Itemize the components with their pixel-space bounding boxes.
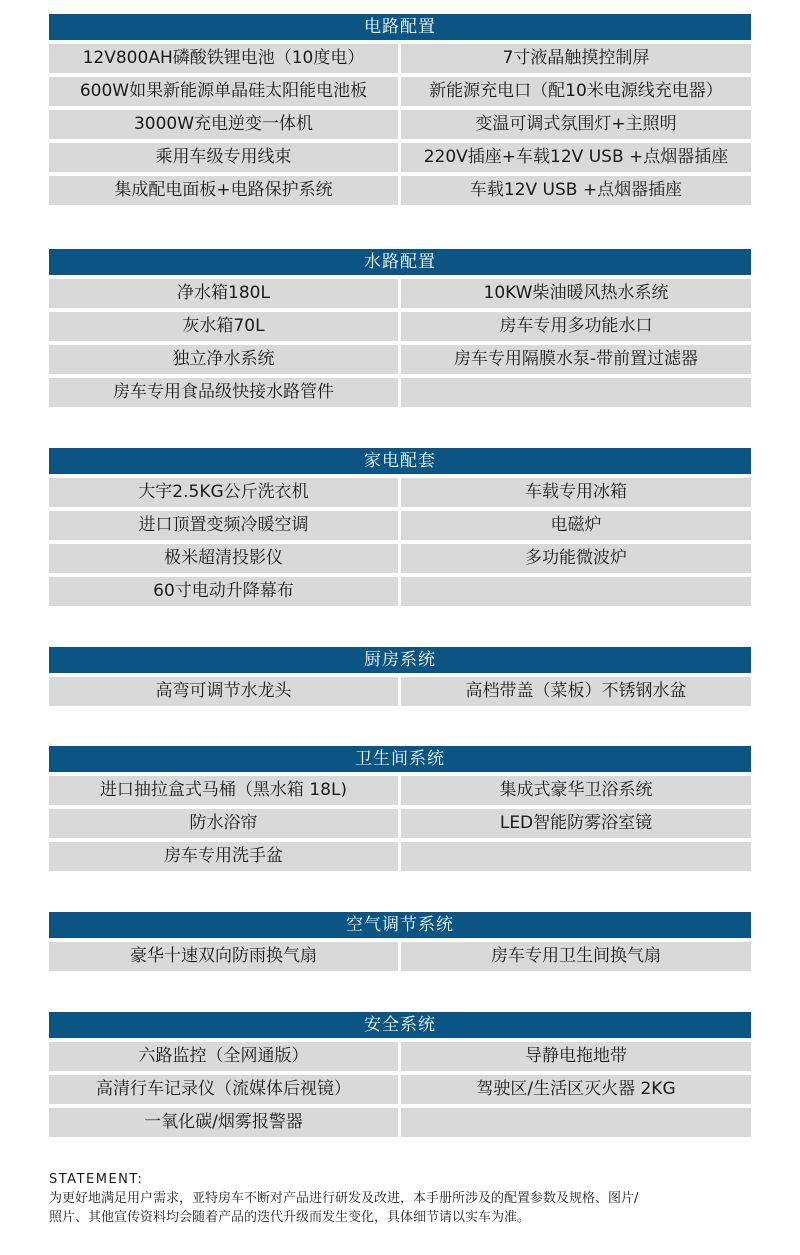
section-appliances bbox=[49, 448, 751, 606]
table-row bbox=[49, 677, 751, 706]
section-kitchen bbox=[49, 647, 751, 706]
section-title: 家电配套 bbox=[49, 448, 751, 474]
statement-title: STATEMENT: bbox=[49, 1172, 144, 1187]
table-cell: 多功能微波炉 bbox=[401, 544, 751, 573]
table-cell: 灰水箱70L bbox=[49, 312, 398, 341]
table-cell: 极米超清投影仪 bbox=[49, 544, 398, 573]
section-water bbox=[49, 249, 751, 407]
table-cell: 3000W充电逆变一体机 bbox=[49, 110, 398, 139]
table-cell: 集成配电面板+电路保护系统 bbox=[49, 176, 398, 205]
table-cell: 独立净水系统 bbox=[49, 345, 398, 374]
table-cell: 高档带盖（菜板）不锈钢水盆 bbox=[401, 677, 751, 706]
table-cell: 车载12V USB +点烟器插座 bbox=[401, 176, 751, 205]
section-title: 空气调节系统 bbox=[49, 912, 751, 938]
section-bathroom bbox=[49, 746, 751, 871]
section-electrical bbox=[49, 14, 751, 205]
table-row bbox=[49, 776, 751, 805]
table-row bbox=[49, 1042, 751, 1071]
table-cell: 变温可调式氛围灯+主照明 bbox=[401, 110, 751, 139]
statement-line: 照片、其他宣传资料均会随着产品的迭代升级而发生变化，具体细节请以实车为准。 bbox=[49, 1210, 531, 1225]
table-cell: 驾驶区/生活区灭火器 2KG bbox=[401, 1075, 751, 1104]
table-cell: 房车专用食品级快接水路管件 bbox=[49, 378, 398, 407]
table-cell: 六路监控（全网通版） bbox=[49, 1042, 398, 1071]
table-cell: 一氧化碳/烟雾报警器 bbox=[49, 1108, 398, 1137]
table-row bbox=[49, 77, 751, 106]
table-row bbox=[49, 544, 751, 573]
table-cell bbox=[401, 577, 751, 606]
table-cell: 电磁炉 bbox=[401, 511, 751, 540]
section-title: 水路配置 bbox=[49, 249, 751, 275]
table-row bbox=[49, 809, 751, 838]
section-title: 安全系统 bbox=[49, 1012, 751, 1038]
statement bbox=[49, 1170, 769, 1227]
table-cell: 车载专用冰箱 bbox=[401, 478, 751, 507]
table-cell: 导静电拖地带 bbox=[401, 1042, 751, 1071]
table-row bbox=[49, 1108, 751, 1137]
table-cell: 集成式豪华卫浴系统 bbox=[401, 776, 751, 805]
table-row bbox=[49, 378, 751, 407]
table-row bbox=[49, 842, 751, 871]
table-cell bbox=[401, 1108, 751, 1137]
table-cell: 豪华十速双向防雨换气扇 bbox=[49, 942, 398, 971]
table-cell: 进口抽拉盒式马桶（黑水箱 18L) bbox=[49, 776, 398, 805]
table-row bbox=[49, 44, 751, 73]
section-title: 卫生间系统 bbox=[49, 746, 751, 772]
table-cell: 乘用车级专用线束 bbox=[49, 143, 398, 172]
table-cell: 进口顶置变频冷暖空调 bbox=[49, 511, 398, 540]
table-row bbox=[49, 942, 751, 971]
table-cell: 大宇2.5KG公斤洗衣机 bbox=[49, 478, 398, 507]
table-cell: 高清行车记录仪（流媒体后视镜） bbox=[49, 1075, 398, 1104]
table-row bbox=[49, 345, 751, 374]
table-cell bbox=[401, 842, 751, 871]
table-row bbox=[49, 110, 751, 139]
statement-line: 为更好地满足用户需求，亚特房车不断对产品进行研发及改进，本手册所涉及的配置参数及规格、图片/ bbox=[49, 1191, 639, 1206]
table-cell: LED智能防雾浴室镜 bbox=[401, 809, 751, 838]
table-cell: 10KW柴油暖风热水系统 bbox=[401, 279, 751, 308]
table-cell: 房车专用多功能水口 bbox=[401, 312, 751, 341]
section-safety bbox=[49, 1012, 751, 1137]
table-row bbox=[49, 478, 751, 507]
table-cell: 60寸电动升降幕布 bbox=[49, 577, 398, 606]
table-cell: 房车专用卫生间换气扇 bbox=[401, 942, 751, 971]
table-cell: 12V800AH磷酸铁锂电池（10度电） bbox=[49, 44, 398, 73]
table-row bbox=[49, 1075, 751, 1104]
table-cell: 220V插座+车载12V USB +点烟器插座 bbox=[401, 143, 751, 172]
table-row bbox=[49, 577, 751, 606]
table-row bbox=[49, 279, 751, 308]
table-cell: 净水箱180L bbox=[49, 279, 398, 308]
section-air bbox=[49, 912, 751, 971]
table-cell: 高弯可调节水龙头 bbox=[49, 677, 398, 706]
table-row bbox=[49, 511, 751, 540]
table-row bbox=[49, 176, 751, 205]
table-cell: 房车专用洗手盆 bbox=[49, 842, 398, 871]
section-title: 厨房系统 bbox=[49, 647, 751, 673]
table-cell bbox=[401, 378, 751, 407]
table-cell: 7寸液晶触摸控制屏 bbox=[401, 44, 751, 73]
table-cell: 防水浴帘 bbox=[49, 809, 398, 838]
section-title: 电路配置 bbox=[49, 14, 751, 40]
table-row bbox=[49, 143, 751, 172]
table-cell: 房车专用隔膜水泵-带前置过滤器 bbox=[401, 345, 751, 374]
table-cell: 600W如果新能源单晶硅太阳能电池板 bbox=[49, 77, 398, 106]
table-cell: 新能源充电口（配10米电源线充电器） bbox=[401, 77, 751, 106]
table-row bbox=[49, 312, 751, 341]
